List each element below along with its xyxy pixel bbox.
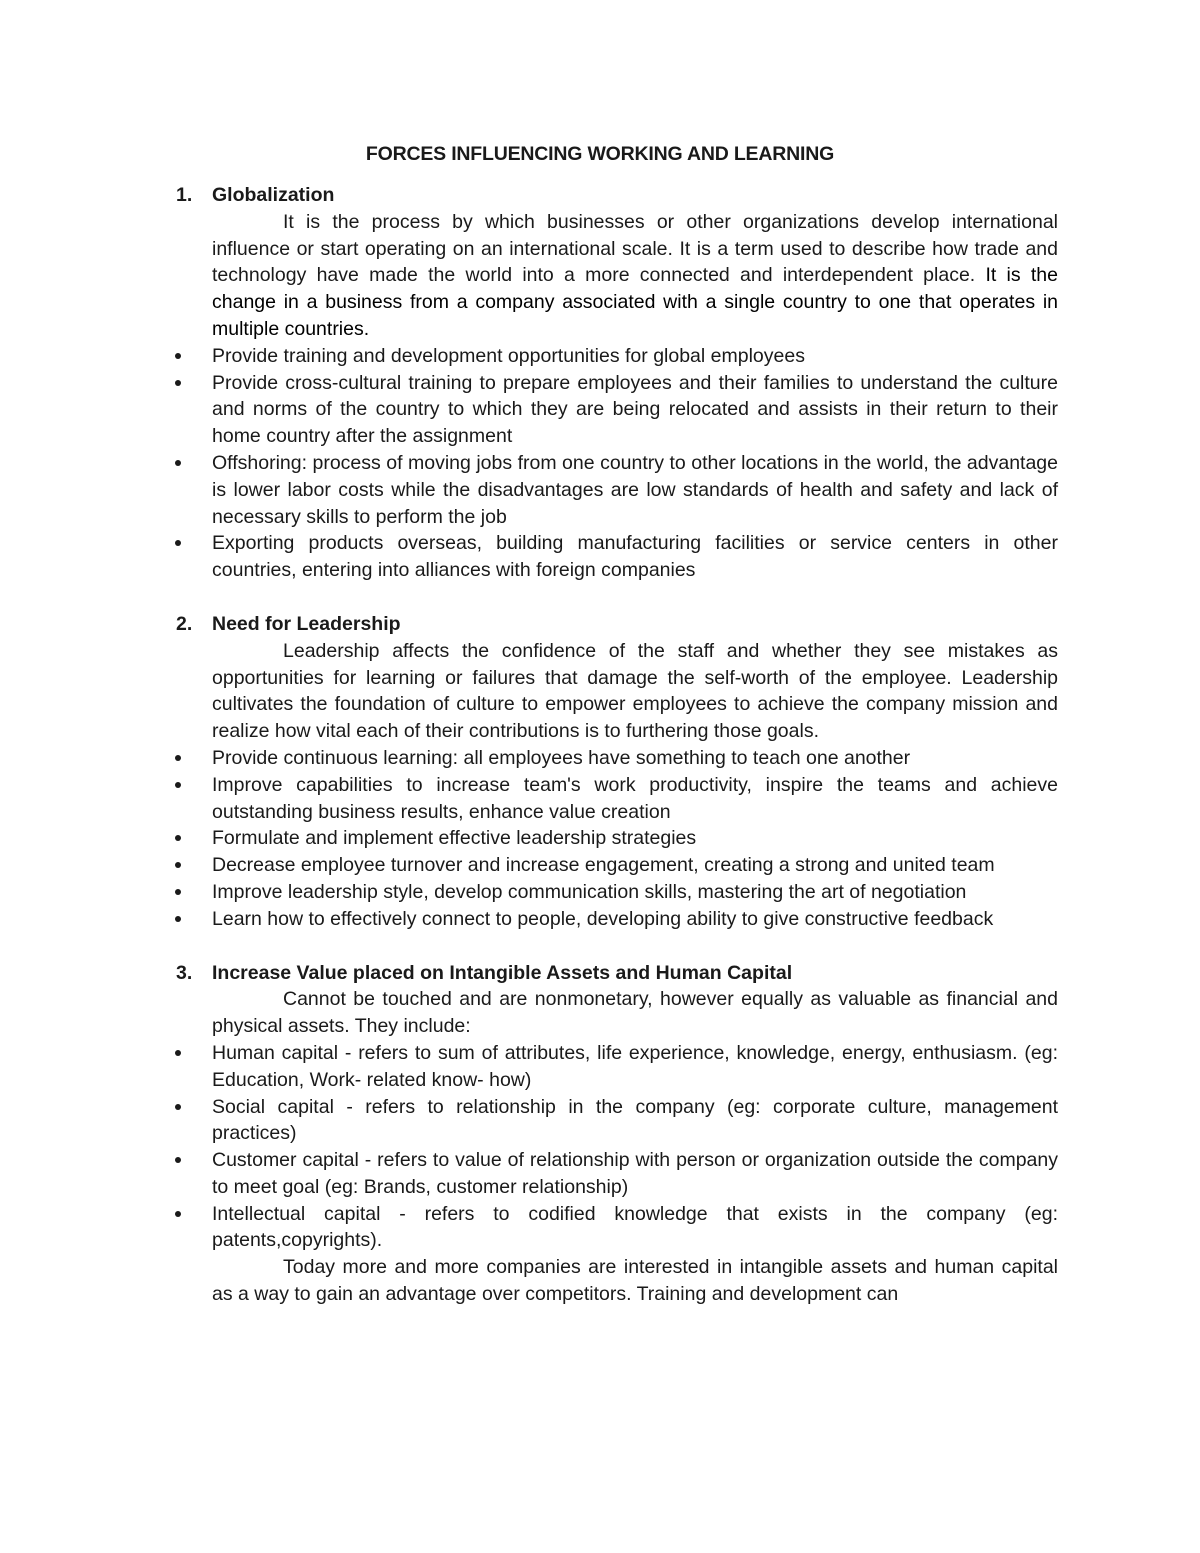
section-spacer [212,584,1058,611]
bullet-icon [175,835,181,841]
bullet-icon [175,380,181,386]
bullet-icon [175,1104,181,1110]
paragraph-text: It is the process by which businesses or other organizations develop international influence or start operating on an international scale. It is a term used to describe how trade and technology have made the world into a more connected and interdependent place. [212,210,1058,287]
bullet-icon [175,916,181,922]
bullet-icon [175,460,181,466]
section-globalization [176,182,1058,584]
section-heading [176,182,1058,209]
list-item-text: Intellectual capital - refers to codified knowledge that exists in the company (eg: patents,copyrights). [212,1202,1058,1252]
list-item-text: Improve leadership style, develop communication skills, mastering the art of negotiation [212,880,967,903]
bullet-list [212,343,1058,584]
list-item [212,906,1058,933]
list-item-text: Formulate and implement effective leadership strategies [212,827,697,850]
list-item [212,879,1058,906]
list-item-text: Decrease employee turnover and increase engagement, creating a strong and united team [212,854,995,877]
list-item [212,745,1058,772]
section-heading [176,611,1058,638]
list-item [212,1094,1058,1148]
section-number: 2. [176,612,193,635]
list-item-text: Provide continuous learning: all employees have something to teach one another [212,746,911,769]
list-item-text: Improve capabilities to increase team's work productivity, inspire the teams and achieve outstanding business results, enhance value creation [212,773,1058,823]
bullet-list [212,1040,1058,1254]
list-item-text: Social capital - refers to relationship in the company (eg: corporate culture, management practices) [212,1095,1058,1145]
list-item-text: Human capital - refers to sum of attributes, life experience, knowledge, energy, enthusiasm. (eg: Education, Work- related know- how) [212,1041,1058,1091]
list-item [212,370,1058,450]
bullet-icon [175,1211,181,1217]
bullet-icon [175,1157,181,1163]
section-number: 3. [176,961,193,984]
document-body [176,182,1058,1308]
list-item-text: Learn how to effectively connect to people, developing ability to give constructive feedback [212,907,994,930]
list-item-text: Provide cross-cultural training to prepare employees and their families to understand the culture and norms of the country to which they are being relocated and assists in their return to their home country after the assignment [212,371,1058,448]
list-item [212,772,1058,826]
list-item [212,530,1058,584]
section-number: 1. [176,184,193,206]
list-item-text: Exporting products overseas, building manufacturing facilities or service centers in other countries, entering into alliances with foreign companies [212,532,1058,582]
list-item-text: Customer capital - refers to value of relationship with person or organization outside the company to meet goal (eg: Brands, customer relationship) [212,1149,1058,1198]
list-item-text: Offshoring: process of moving jobs from one country to other locations in the world, the advantage is lower labor costs while the disadvantages are low standards of health and safety and lack of necessary skills to perform the job [212,451,1058,528]
bullet-icon [175,782,181,788]
section-intangible-assets [176,960,1058,1308]
section-title: Need for Leadership [212,612,401,635]
bullet-list [212,745,1058,933]
section-need-for-leadership [176,611,1058,933]
list-item [212,450,1058,530]
paragraph-emphasis-text: It is the change in a business from a company associated with a single country to one that operates in multiple countries. [212,264,1058,340]
section-paragraph: Cannot be touched and are nonmonetary, however equally as valuable as financial and physical assets. They include: [212,988,1058,1038]
bullet-icon [175,353,181,359]
bullet-icon [175,540,181,546]
list-item [212,1201,1058,1255]
section-paragraph: Leadership affects the confidence of the staff and whether they see mistakes as opportunities for learning or failures that damage the self-worth of the employee. Leadership cultivates the foundation of culture to empower employees to achieve the company mission and realize how vital each of their contributions is to furthering those goals. [212,639,1058,743]
list-item-text: Provide training and development opportunities for global employees [212,344,805,367]
page-title: FORCES INFLUENCING WORKING AND LEARNING [365,143,835,165]
list-item [212,343,1058,370]
section-title: Globalization [212,184,335,206]
bullet-icon [175,862,181,868]
list-item [212,852,1058,879]
bullet-icon [175,889,181,895]
closing-paragraph: Today more and more companies are interested in intangible assets and human capital as a way to gain an advantage over competitors. Training and development can [212,1256,1058,1306]
section-paragraph [212,209,1058,343]
section-title: Increase Value placed on Intangible Assets and Human Capital [212,961,793,984]
section-heading [176,960,1058,987]
list-item [212,1040,1058,1094]
bullet-icon [175,1050,181,1056]
section-spacer [212,933,1058,960]
bullet-icon [175,755,181,761]
list-item [212,825,1058,852]
list-item [212,1147,1058,1201]
